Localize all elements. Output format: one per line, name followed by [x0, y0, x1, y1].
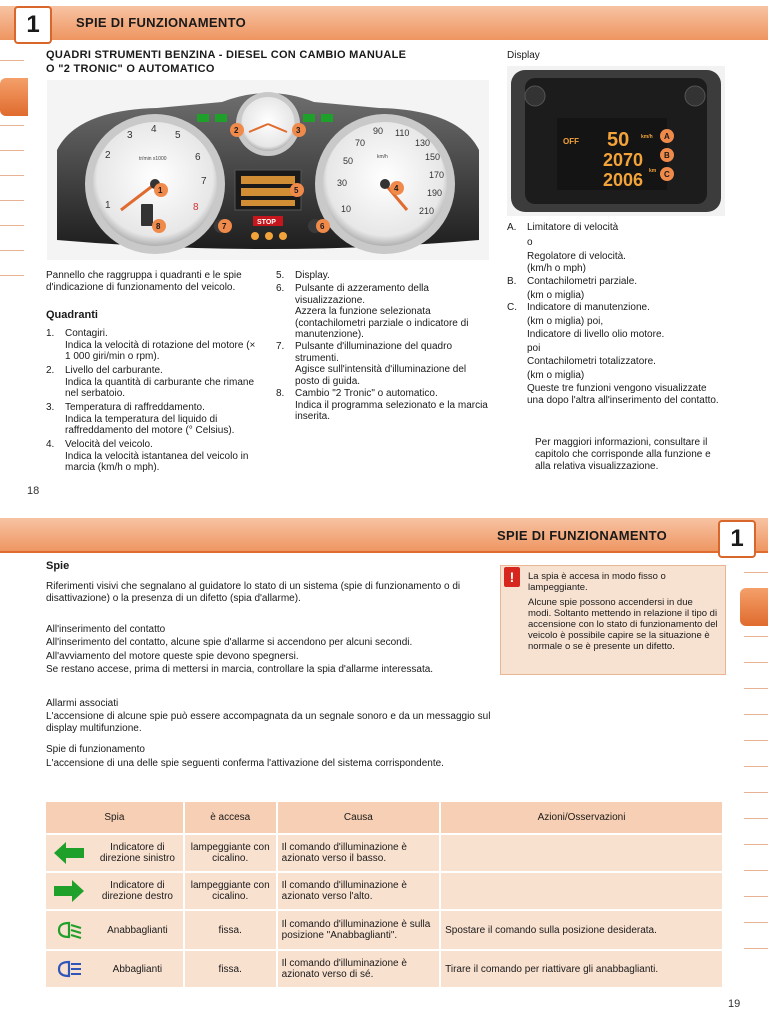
- col-header-azioni: Azioni/Osservazioni: [440, 801, 723, 834]
- callout-4: 4: [394, 184, 399, 193]
- item-desc: Agisce sull'intensità d'illuminazione del posto di guida.: [295, 364, 467, 387]
- spia-cause: Il comando d'illuminazione è azionato verso di sé.: [277, 950, 440, 988]
- col-header-spia: Spia: [45, 801, 184, 834]
- section-title-line2: O "2 TRONIC" O AUTOMATICO: [46, 63, 215, 75]
- spie-table: [44, 800, 724, 989]
- tacho-tick: 5: [175, 130, 181, 141]
- speedo-tick: 50: [343, 156, 354, 166]
- section-title-line1: QUADRI STRUMENTI BENZINA - DIESEL CON CAMBIO MANUALE: [46, 49, 407, 61]
- side-divider: [744, 714, 768, 715]
- tacho-unit: tr/min x1000: [139, 156, 167, 162]
- speedo-tick: 210: [419, 206, 435, 216]
- item-title: Temperatura di raffreddamento.: [65, 402, 205, 413]
- side-divider: [744, 948, 768, 949]
- display-item-a: [507, 222, 725, 274]
- quadranti-heading: Quadranti: [46, 309, 98, 321]
- spia-cause: Il comando d'illuminazione è azionato verso il basso.: [277, 834, 440, 872]
- table-row: [45, 910, 723, 950]
- item-number: 5.: [276, 270, 285, 281]
- tacho-tick: 4: [151, 124, 157, 135]
- spia-action: [440, 834, 723, 872]
- display-item-line: (km o miglia) poi,: [527, 315, 604, 327]
- display-item-line: Queste tre funzioni vengono visualizzate una dopo l'altra all'inserimento del contatto.: [527, 383, 719, 406]
- side-divider: [0, 125, 24, 126]
- display-item-line: poi: [527, 342, 541, 354]
- table-header-row: [45, 801, 723, 834]
- spia-action: [440, 872, 723, 910]
- display-label: Display: [507, 50, 540, 61]
- tacho-tick: 7: [201, 176, 207, 187]
- spia-action: Tirare il comando per riattivare gli anabbaglianti.: [440, 950, 723, 988]
- tacho-tick: 8: [193, 202, 199, 213]
- page-number-18: 18: [27, 485, 40, 497]
- item-number: 3.: [46, 402, 55, 413]
- speedo-tick: 170: [429, 170, 445, 180]
- side-divider: [744, 688, 768, 689]
- speedo-tick: 130: [415, 138, 431, 148]
- table-row: [45, 834, 723, 872]
- item-number: 8.: [276, 388, 285, 399]
- speedo-tick: 90: [373, 126, 384, 136]
- callout-8: 8: [156, 222, 161, 231]
- display-item-line: Indicatore di manutenzione.: [527, 302, 650, 313]
- item-number: 4.: [46, 439, 55, 450]
- quadranti-item-1: [46, 328, 262, 363]
- side-divider: [0, 275, 24, 276]
- callout-p2: Alcune spie possono accendersi in due modi. Soltanto mettendo in relazione il tipo di accensione con lo stato di funzionamento del veicolo è possibile capire se la situazione è normale o se è presente un difetto.: [528, 597, 718, 652]
- speedo-tick: 70: [355, 138, 366, 148]
- arrow-left-icon: [46, 842, 92, 864]
- item-title: Pulsante di azzeramento della visualizzazione.: [295, 283, 429, 306]
- exclamation-icon: !: [504, 567, 520, 587]
- display-item-letter: C.: [507, 302, 517, 313]
- item-desc: Indica la velocità di rotazione del motore (× 1 000 giri/min o rpm).: [65, 339, 256, 362]
- display-item-letter: B.: [507, 276, 517, 287]
- tacho-tick: 6: [195, 152, 201, 163]
- quadranti-item-6: [276, 283, 492, 341]
- spia-name: Indicatore di direzione destro: [101, 880, 173, 902]
- side-divider: [0, 225, 24, 226]
- funzionamento-heading: Spie di funzionamento: [46, 744, 145, 755]
- display-item-line: Regolatore di velocità.: [527, 251, 626, 262]
- item-number: 6.: [276, 283, 285, 294]
- side-divider: [0, 175, 24, 176]
- item-desc: Azzera la funzione selezionata (contachilometri parziale o indicatore di manutenzione).: [295, 306, 469, 340]
- table-row: [45, 950, 723, 988]
- item-title: Cambio "2 Tronic" o automatico.: [295, 388, 438, 399]
- spia-cause: Il comando d'illuminazione è azionato verso l'alto.: [277, 872, 440, 910]
- callout-7: 7: [222, 222, 227, 231]
- spia-state: fissa.: [184, 950, 277, 988]
- display-item-line: Indicatore di livello olio motore.: [527, 329, 665, 340]
- bottom-side-tab[interactable]: [740, 588, 768, 626]
- contatto-p3: Se restano accese, prima di mettersi in marcia, controllare la spia d'allarme interessata.: [46, 664, 434, 675]
- display-item-line: (km/h o mph): [527, 262, 586, 274]
- header-underline: [0, 551, 768, 553]
- allarmi-heading: Allarmi associati: [46, 698, 119, 709]
- spia-action: Spostare il comando sulla posizione desiderata.: [440, 910, 723, 950]
- contatto-p2: All'avviamento del motore queste spie devono spegnersi.: [46, 651, 299, 662]
- quadranti-item-8: [276, 388, 492, 423]
- display-illustration: [507, 66, 725, 216]
- item-number: 1.: [46, 328, 55, 339]
- contatto-heading: All'inserimento del contatto: [46, 624, 166, 635]
- svg-text:B: B: [664, 151, 670, 160]
- arrow-right-icon: [46, 880, 92, 902]
- display-item-line: o: [527, 236, 533, 248]
- page-number-19: 19: [728, 998, 741, 1010]
- callout-2: 2: [234, 126, 239, 135]
- display-speed-unit: km/h: [641, 134, 653, 140]
- side-divider: [744, 896, 768, 897]
- callout-3: 3: [296, 126, 301, 135]
- spia-name: Abbaglianti: [112, 963, 163, 975]
- side-divider: [744, 818, 768, 819]
- display-item-line: Limitatore di velocità: [527, 222, 619, 233]
- table-row: [45, 872, 723, 910]
- side-divider: [744, 662, 768, 663]
- display-item-line: Contachilometri totalizzatore.: [527, 356, 656, 367]
- display-total-unit: km: [649, 168, 657, 174]
- svg-text:A: A: [664, 132, 670, 141]
- top-side-tab[interactable]: [0, 78, 28, 116]
- callout-1: 1: [158, 186, 163, 195]
- stop-lamp-label: STOP: [257, 219, 276, 226]
- side-divider: [0, 150, 24, 151]
- side-divider: [744, 766, 768, 767]
- high-beam-icon: [46, 960, 92, 978]
- spia-name: Indicatore di direzione sinistro: [99, 842, 175, 864]
- callout-6: 6: [320, 222, 325, 231]
- side-divider: [744, 572, 768, 573]
- quadranti-item-7: [276, 341, 492, 387]
- side-divider: [744, 792, 768, 793]
- speedo-tick: 30: [337, 178, 348, 188]
- item-desc: Indica la velocità istantanea del veicolo in marcia (km/h o mph).: [65, 450, 249, 473]
- bottom-header-title: SPIE DI FUNZIONAMENTO: [497, 528, 668, 543]
- tacho-tick: 1: [105, 200, 111, 211]
- contatto-p1: All'inserimento del contatto, alcune spie d'allarme si accendono per alcuni secondi.: [46, 637, 413, 648]
- display-total: 2006: [603, 170, 644, 190]
- item-title: Livello del carburante.: [65, 365, 163, 376]
- quadranti-item-5: [276, 270, 492, 282]
- display-off: OFF: [563, 137, 579, 146]
- top-chapter-number: 1: [14, 6, 52, 44]
- item-title: Pulsante d'illuminazione del quadro strumenti.: [295, 341, 453, 364]
- item-desc: Indica la temperatura del liquido di raffreddamento del motore (° Celsius).: [65, 413, 235, 436]
- speedo-tick: 10: [341, 204, 352, 214]
- spia-state: lampeggiante con cicalino.: [184, 872, 277, 910]
- spie-intro: Riferimenti visivi che segnalano al guidatore lo stato di un sistema (spie di funzionamento o di disattivazione) o la presenza di un difetto (spia d'allarme).: [46, 581, 461, 604]
- low-beam-icon: [46, 921, 92, 939]
- quadranti-item-3: [46, 402, 262, 437]
- col-header-accesa: è accesa: [184, 801, 277, 834]
- quadranti-item-4: [46, 439, 262, 474]
- display-item-line: Contachilometri parziale.: [527, 276, 638, 287]
- top-header-title: SPIE DI FUNZIONAMENTO: [76, 15, 247, 30]
- display-speed: 50: [607, 129, 630, 151]
- item-desc: Indica il programma selezionato e la marcia inserita.: [295, 399, 488, 422]
- display-item-line: (km o miglia): [527, 289, 585, 301]
- item-title: Contagiri.: [65, 328, 108, 339]
- callout-5: 5: [294, 186, 299, 195]
- display-item-line: (km o miglia): [527, 369, 585, 381]
- instrument-cluster-illustration: [47, 80, 489, 260]
- quadranti-item-2: [46, 365, 262, 400]
- bottom-chapter-number: 1: [718, 520, 756, 558]
- item-title: Display.: [295, 270, 330, 281]
- speedo-tick: 150: [425, 152, 441, 162]
- item-number: 2.: [46, 365, 55, 376]
- col-header-causa: Causa: [277, 801, 440, 834]
- allarmi-paragraph: L'accensione di alcune spie può essere accompagnata da un segnale sonoro e da un messaggio sul display multifunzione.: [46, 711, 491, 734]
- callout-p1: La spia è accesa in modo fisso o lampeggiante.: [528, 571, 666, 593]
- display-item-c: [507, 302, 725, 406]
- spia-state: lampeggiante con cicalino.: [184, 834, 277, 872]
- tacho-tick: 3: [127, 130, 133, 141]
- spia-cause: Il comando d'illuminazione è sulla posizione "Anabbaglianti".: [277, 910, 440, 950]
- side-divider: [744, 870, 768, 871]
- display-trip: 2070: [603, 150, 644, 170]
- spia-name: Anabbaglianti: [107, 924, 168, 936]
- speedo-unit: km/h: [377, 154, 388, 160]
- side-divider: [0, 60, 24, 61]
- side-divider: [744, 844, 768, 845]
- side-divider: [744, 740, 768, 741]
- svg-text:C: C: [664, 170, 670, 179]
- tacho-tick: 2: [105, 150, 111, 161]
- funzionamento-paragraph: L'accensione di una delle spie seguenti conferma l'attivazione del sistema corrispondente.: [46, 758, 444, 769]
- display-item-b: [507, 276, 725, 301]
- panel-intro: Pannello che raggruppa i quadranti e le spie d'indicazione di funzionamento del veicolo.: [46, 270, 242, 293]
- side-divider: [744, 636, 768, 637]
- speedo-tick: 110: [395, 128, 410, 138]
- spia-state: fissa.: [184, 910, 277, 950]
- speedo-tick: 190: [427, 188, 443, 198]
- item-desc: Indica la quantità di carburante che rimane nel serbatoio.: [65, 376, 255, 399]
- more-info: Per maggiori informazioni, consultare il capitolo che corrisponde alla funzione e alla relativa visualizzazione.: [535, 437, 711, 472]
- side-divider: [744, 922, 768, 923]
- item-title: Velocità del veicolo.: [65, 439, 153, 450]
- display-item-letter: A.: [507, 222, 517, 233]
- side-divider: [0, 200, 24, 201]
- spie-heading: Spie: [46, 560, 70, 572]
- item-number: 7.: [276, 341, 285, 352]
- side-divider: [0, 250, 24, 251]
